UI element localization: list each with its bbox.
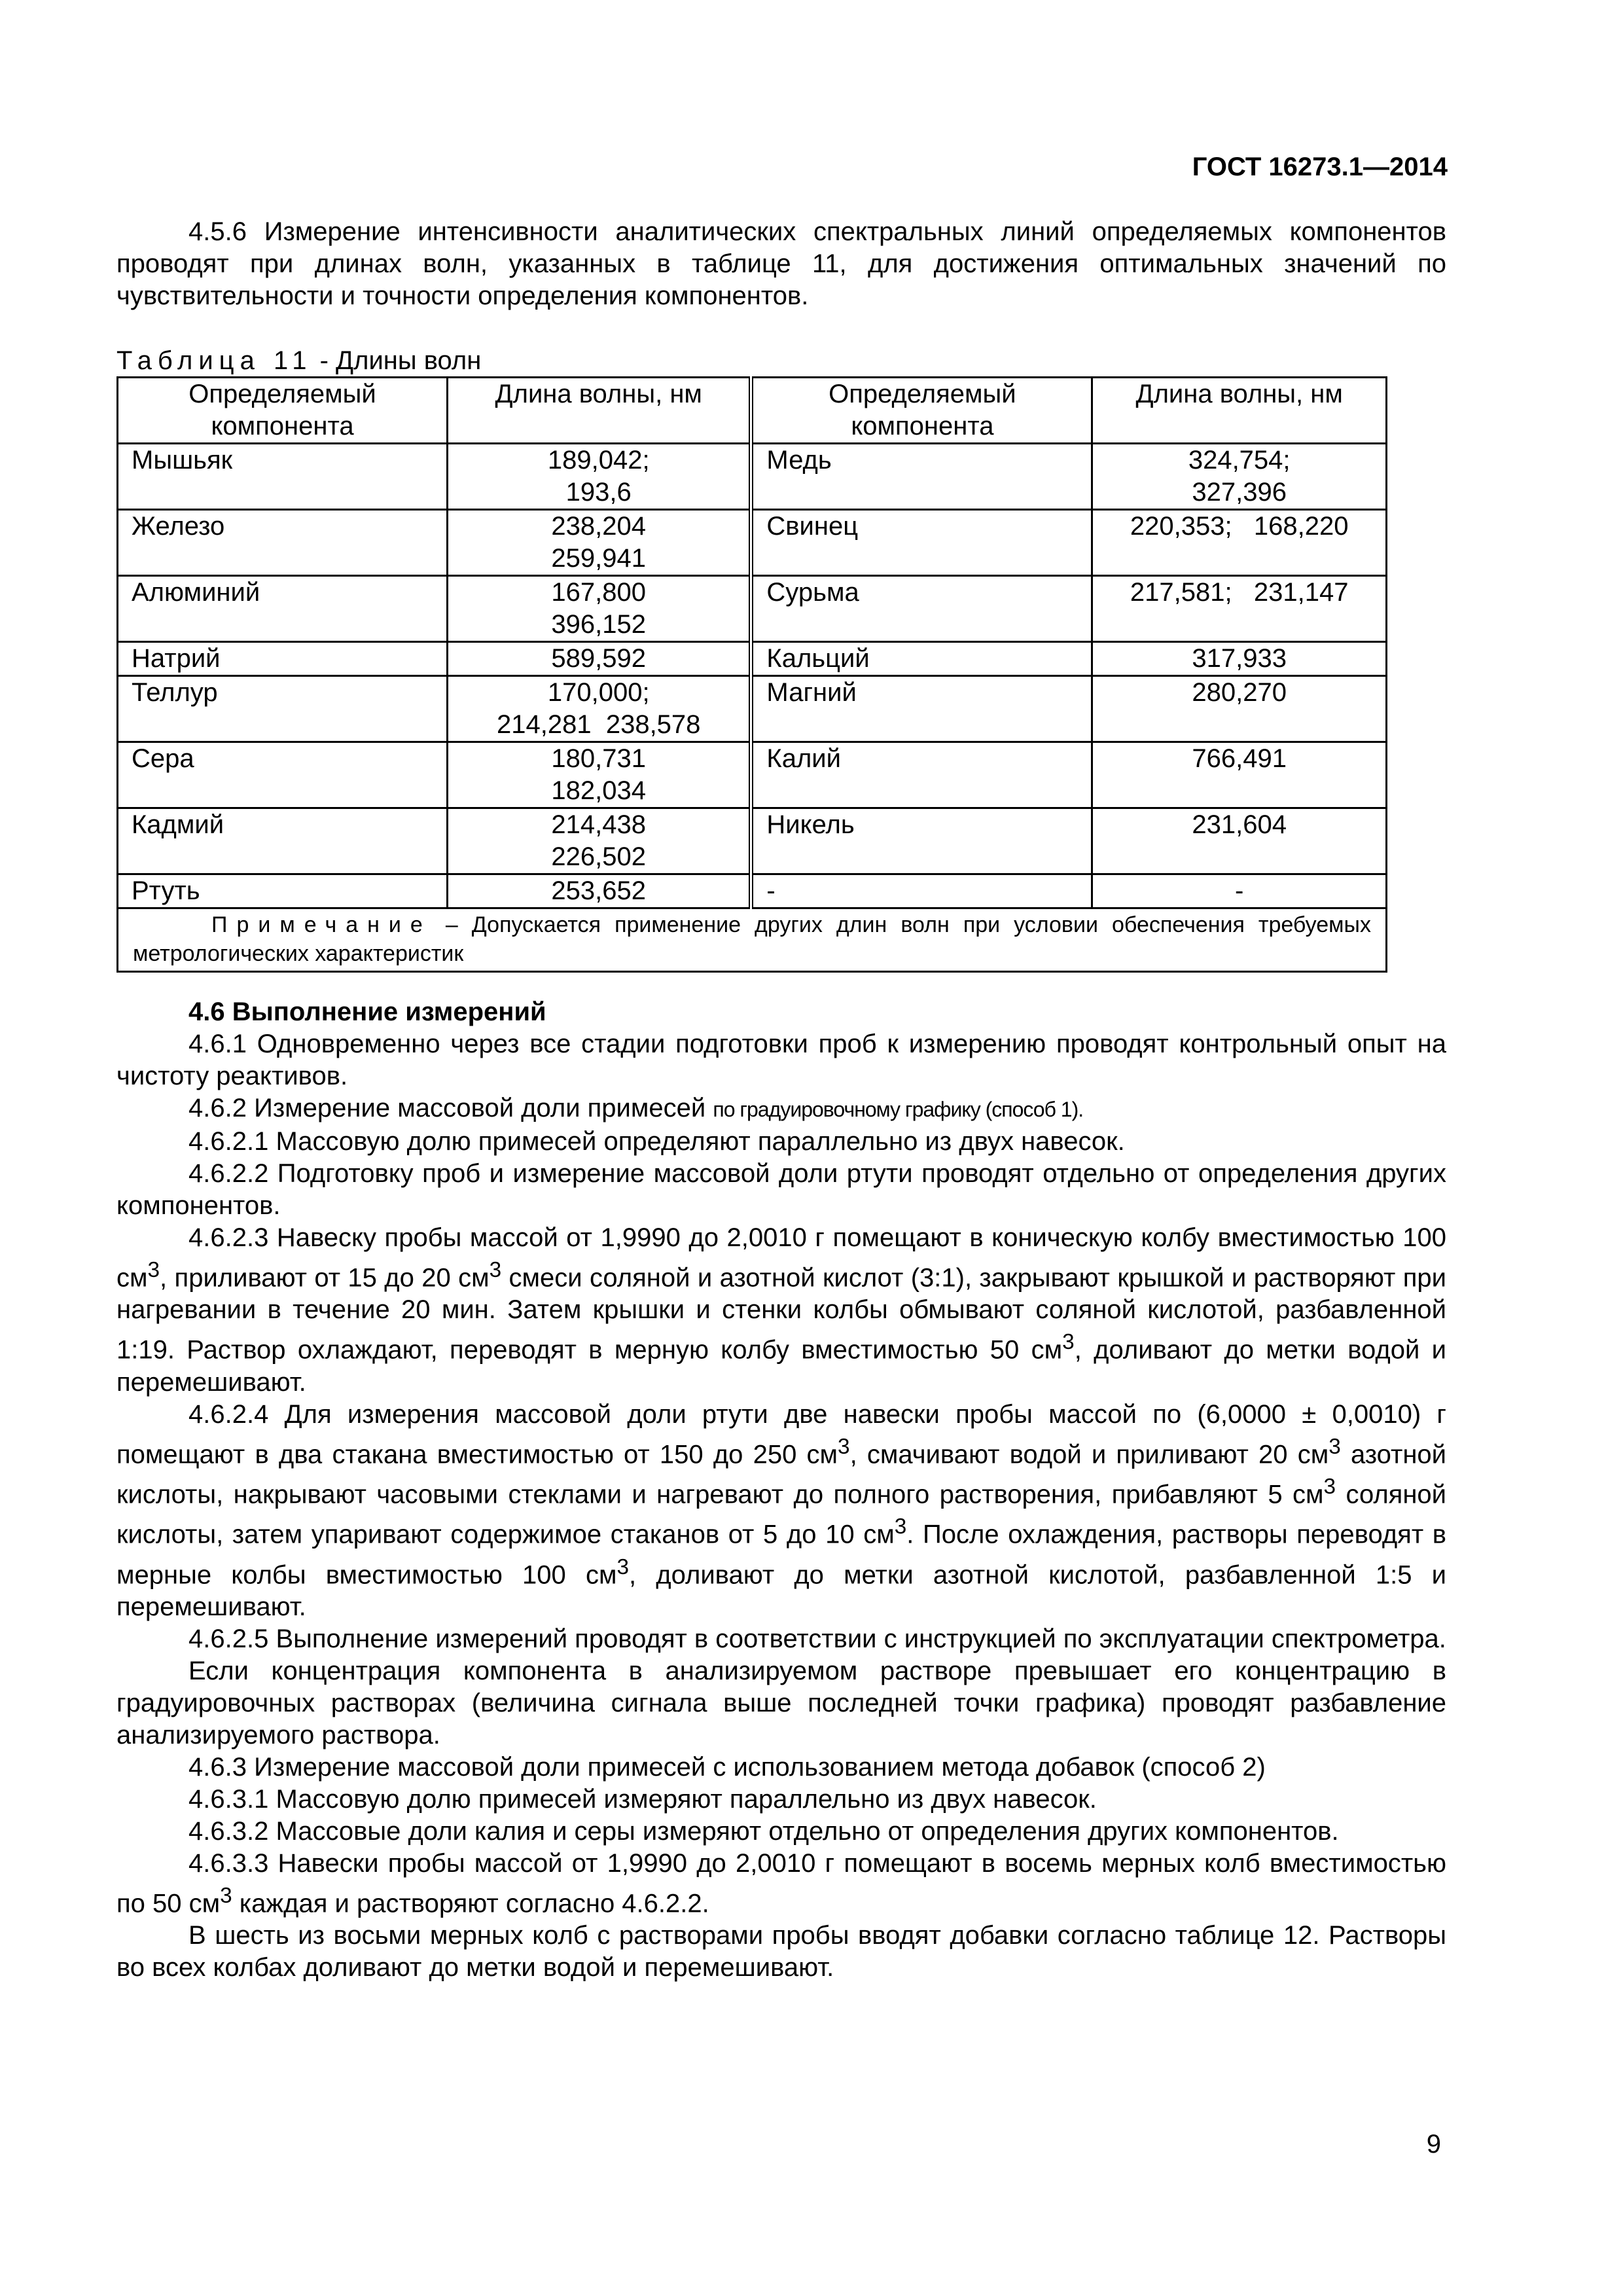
page-number: 9 bbox=[1426, 2130, 1441, 2159]
table-row bbox=[118, 642, 1387, 676]
paragraph-additions: В шесть из восьми мерных колб с растворами пробы вводят добавки согласно таблице 12. Растворы во всех колбах доливают до метки водой и перемешивают. bbox=[116, 1921, 1446, 1982]
paragraph-4-6-3: 4.6.3 Измерение массовой доли примесей с использованием метода добавок (способ 2) bbox=[188, 1752, 1266, 1782]
cell-wavelength: 766,491 bbox=[1092, 742, 1387, 808]
cell-wavelength: 214,438 226,502 bbox=[448, 808, 751, 874]
cell-wavelength: - bbox=[1092, 874, 1387, 908]
text-part: смеси соляной и азотной кислот (3:1), закрывают крышкой и растворяют при нагревании в течение 20 мин. Затем крышки и стенки колбы обмывают соляной кислотой, разбавленной 1:19. Раствор охлаждают, переводят в мерную колбу вместимостью 50 см bbox=[116, 1263, 1446, 1365]
cell-wavelength: 217,581; 231,147 bbox=[1092, 576, 1387, 642]
cell-wavelength: 317,933 bbox=[1092, 642, 1387, 676]
paragraph-4-6-2-4 bbox=[116, 1399, 1446, 1623]
text-part: , доливают до метки азотной кислотой, разбавленной 1:5 и перемешивают. bbox=[116, 1560, 1446, 1621]
text-part: азотной кислоты, накрывают часовыми стеклами и нагревают до полного растворения, прибавляют 5 см bbox=[116, 1439, 1447, 1509]
cell-component: Сурьма bbox=[751, 576, 1092, 642]
table-row bbox=[118, 576, 1387, 642]
text-part: 4.6.2.4 Для измерения массовой доли ртути две навески пробы массой по (6,0000 ± 0,0010) г помещают в два стакана вместимостью от 150 до 250 см bbox=[116, 1399, 1446, 1469]
table-note bbox=[118, 908, 1387, 972]
paragraph-4-6-1: 4.6.1 Одновременно через все стадии подготовки проб к измерению проводят контрольный опыт на чистоту реактивов. bbox=[116, 1030, 1446, 1090]
intro-section bbox=[116, 216, 1446, 312]
paragraph-4-6-2-method: по градуировочному графику (способ 1). bbox=[713, 1098, 1084, 1121]
cell-component: Мышьяк bbox=[118, 444, 448, 510]
superscript: 3 bbox=[1329, 1434, 1341, 1459]
paragraph-4-6-2 bbox=[116, 1092, 1446, 1126]
table-note-row bbox=[118, 908, 1387, 972]
text-part: соляной кислоты, затем упаривают содержимое стаканов от 5 до 10 см bbox=[116, 1480, 1446, 1549]
text-part: 4.6.2.3 Навеску пробы массой от 1,9990 до 2,0010 г помещают в коническую колбу вместимостью 100 см bbox=[116, 1223, 1446, 1293]
cell-wavelength: 189,042; 193,6 bbox=[448, 444, 751, 510]
table-row bbox=[118, 808, 1387, 874]
cell-component: Натрий bbox=[118, 642, 448, 676]
paragraph-dilution: Если концентрация компонента в анализируемом растворе превышает его концентрацию в градуировочных растворах (величина сигнала выше последней точки графика) проводят разбавление анализируемого раствора. bbox=[116, 1656, 1446, 1749]
table-row bbox=[118, 874, 1387, 908]
table-row bbox=[118, 444, 1387, 510]
cell-wavelength: 170,000; 214,281 238,578 bbox=[448, 676, 751, 742]
cell-component: Теллур bbox=[118, 676, 448, 742]
cell-component: Алюминий bbox=[118, 576, 448, 642]
text-part: 4.6.3.3 Навески пробы массой от 1,9990 до 2,0010 г помещают в восемь мерных колб вместимостью по 50 см bbox=[116, 1848, 1446, 1918]
paragraph-4-6-3-1: 4.6.3.1 Массовую долю примесей измеряют параллельно из двух навесок. bbox=[188, 1784, 1097, 1814]
standard-code: ГОСТ 16273.1—2014 bbox=[1192, 152, 1448, 181]
text-part: , приливают от 15 до 20 см bbox=[160, 1263, 490, 1293]
paragraph-4-6-2-5: 4.6.2.5 Выполнение измерений проводят в соответствии с инструкцией по эксплуатации спектрометра. bbox=[188, 1624, 1446, 1653]
note-label: Примечание bbox=[211, 912, 432, 937]
note-text: – Допускается применение других длин волн при условии обеспечения требуемых метрологических характеристик bbox=[133, 912, 1371, 966]
cell-component: Железо bbox=[118, 510, 448, 576]
cell-component: Медь bbox=[751, 444, 1092, 510]
superscript: 3 bbox=[838, 1434, 850, 1459]
text-part: , доливают до метки водой и перемешивают. bbox=[116, 1335, 1447, 1397]
cell-component: Калий bbox=[751, 742, 1092, 808]
cell-wavelength: 220,353; 168,220 bbox=[1092, 510, 1387, 576]
paragraph-4-5-6: 4.5.6 Измерение интенсивности аналитических спектральных линий определяемых компонентов проводят при длинах волн, указанных в таблице 11, для достижения оптимальных значений по чувствительности и точности определения компонентов. bbox=[116, 217, 1446, 310]
text-part: . После охлаждения, растворы переводят в мерные колбы вместимостью 100 см bbox=[116, 1520, 1447, 1589]
cell-wavelength: 280,270 bbox=[1092, 676, 1387, 742]
table-row bbox=[118, 742, 1387, 808]
cell-component: Магний bbox=[751, 676, 1092, 742]
superscript: 3 bbox=[1062, 1330, 1075, 1355]
section-heading: 4.6 Выполнение измерений bbox=[188, 997, 546, 1026]
cell-component: Сера bbox=[118, 742, 448, 808]
section-4-6 bbox=[116, 996, 1446, 1984]
paragraph-4-6-2-text: 4.6.2 Измерение массовой доли примесей bbox=[188, 1094, 713, 1122]
cell-wavelength: 167,800 396,152 bbox=[448, 576, 751, 642]
table-caption-label: Таблица 11 bbox=[116, 346, 313, 375]
header-component-2: Определяемый компонента bbox=[751, 378, 1092, 444]
superscript: 3 bbox=[894, 1515, 907, 1539]
superscript: 3 bbox=[1323, 1474, 1336, 1499]
text-part: , смачивают водой и приливают 20 см bbox=[849, 1439, 1329, 1469]
paragraph-4-6-3-3 bbox=[116, 1848, 1446, 1920]
cell-component: Никель bbox=[751, 808, 1092, 874]
superscript: 3 bbox=[616, 1554, 629, 1579]
paragraph-4-6-2-3 bbox=[116, 1222, 1446, 1399]
cell-wavelength: 180,731 182,034 bbox=[448, 742, 751, 808]
table-caption-title: - Длины волн bbox=[312, 346, 482, 375]
superscript: 3 bbox=[220, 1883, 232, 1908]
paragraph-4-6-2-2: 4.6.2.2 Подготовку проб и измерение массовой доли ртути проводят отдельно от определения других компонентов. bbox=[116, 1159, 1446, 1220]
cell-wavelength: 589,592 bbox=[448, 642, 751, 676]
cell-component: Ртуть bbox=[118, 874, 448, 908]
table-row bbox=[118, 510, 1387, 576]
paragraph-4-6-2-1: 4.6.2.1 Массовую долю примесей определяют параллельно из двух навесок. bbox=[188, 1127, 1125, 1156]
paragraph-4-6-3-2: 4.6.3.2 Массовые доли калия и серы измеряют отдельно от определения других компонентов. bbox=[188, 1816, 1339, 1846]
superscript: 3 bbox=[147, 1258, 160, 1282]
cell-component: Кадмий bbox=[118, 808, 448, 874]
cell-component: Кальций bbox=[751, 642, 1092, 676]
header-wavelength-1: Длина волны, нм bbox=[448, 378, 751, 444]
table-header-row bbox=[118, 378, 1387, 444]
header-wavelength-2: Длина волны, нм bbox=[1092, 378, 1387, 444]
table-11-caption bbox=[116, 344, 481, 377]
table-row bbox=[118, 676, 1387, 742]
cell-wavelength: 231,604 bbox=[1092, 808, 1387, 874]
wavelength-table bbox=[116, 376, 1387, 973]
cell-wavelength: 238,204 259,941 bbox=[448, 510, 751, 576]
text-part: каждая и растворяют согласно 4.6.2.2. bbox=[232, 1889, 709, 1918]
header-component-1: Определяемый компонента bbox=[118, 378, 448, 444]
cell-wavelength: 324,754; 327,396 bbox=[1092, 444, 1387, 510]
cell-wavelength: 253,652 bbox=[448, 874, 751, 908]
cell-component: - bbox=[751, 874, 1092, 908]
superscript: 3 bbox=[489, 1258, 502, 1282]
cell-component: Свинец bbox=[751, 510, 1092, 576]
